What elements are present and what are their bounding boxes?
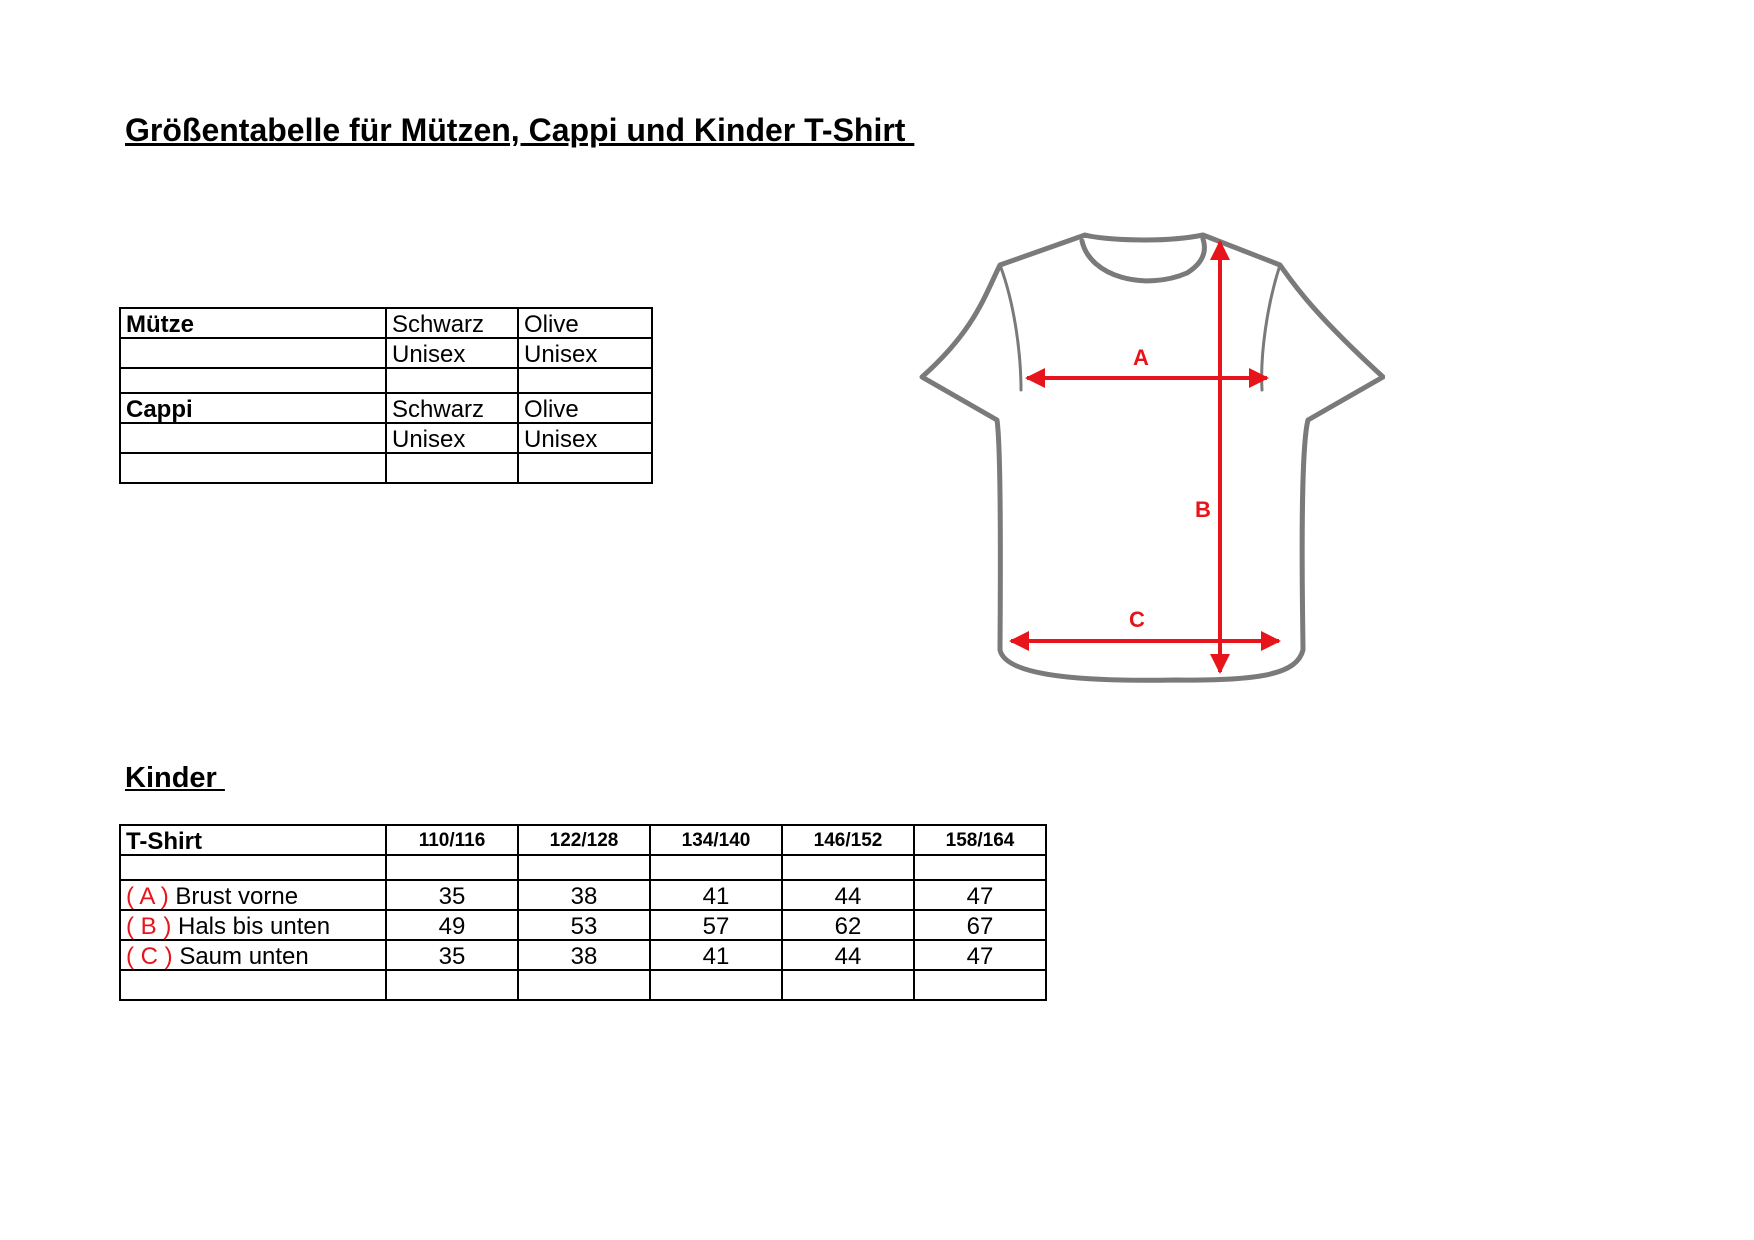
table-row — [120, 423, 652, 453]
table-cell: 49 — [386, 910, 518, 940]
table-row — [120, 338, 652, 368]
column-header: 110/116 — [386, 825, 518, 855]
table-row-empty — [120, 855, 1046, 880]
table-cell: 53 — [518, 910, 650, 940]
row-label-text: Hals bis unten — [171, 913, 331, 940]
table-cell: Unisex — [386, 338, 518, 368]
column-header: 122/128 — [518, 825, 650, 855]
row-key: ( A ) — [126, 883, 169, 910]
column-header: 134/140 — [650, 825, 782, 855]
row-label-mutze: Mütze — [120, 308, 386, 338]
table-cell — [518, 855, 650, 880]
table-cell — [914, 855, 1046, 880]
row-label-text: Brust vorne — [168, 883, 299, 910]
kids-size-table — [119, 824, 1047, 1001]
table-cell: 41 — [650, 940, 782, 970]
table-cell — [120, 970, 386, 1000]
table-cell: 57 — [650, 910, 782, 940]
label-b: B — [1195, 497, 1211, 522]
table-cell: Olive — [518, 308, 652, 338]
table-cell: 38 — [518, 880, 650, 910]
table-cell — [120, 453, 386, 483]
table-cell: 44 — [782, 940, 914, 970]
table-cell: Unisex — [518, 423, 652, 453]
row-label-cappi: Cappi — [120, 393, 386, 423]
table-cell: Olive — [518, 393, 652, 423]
table-row — [120, 393, 652, 423]
table-cell — [120, 338, 386, 368]
label-a: A — [1133, 345, 1149, 370]
table-cell — [518, 970, 650, 1000]
table-cell — [650, 855, 782, 880]
table-cell: Schwarz — [386, 308, 518, 338]
row-label — [120, 940, 386, 970]
table-cell — [782, 855, 914, 880]
table-cell — [386, 368, 518, 393]
table-row-hals — [120, 910, 1046, 940]
table-cell — [650, 970, 782, 1000]
row-label-text: Saum unten — [172, 943, 309, 970]
table-cell — [120, 423, 386, 453]
row-key: ( B ) — [126, 913, 172, 940]
table-cell: 35 — [386, 880, 518, 910]
row-label — [120, 910, 386, 940]
table-cell: Schwarz — [386, 393, 518, 423]
table-cell: 38 — [518, 940, 650, 970]
table-cell: Unisex — [386, 423, 518, 453]
table-row-empty — [120, 970, 1046, 1000]
row-label — [120, 880, 386, 910]
table-cell: 35 — [386, 940, 518, 970]
page-title: Größentabelle für Mützen, Cappi und Kinder T-Shirt — [125, 112, 915, 148]
table-header-row — [120, 825, 1046, 855]
column-header: 146/152 — [782, 825, 914, 855]
table-cell — [386, 855, 518, 880]
table-cell — [518, 368, 652, 393]
section-heading-kinder: Kinder — [125, 762, 225, 794]
table-cell — [386, 453, 518, 483]
table-cell — [120, 368, 386, 393]
tshirt-measurement-diagram — [905, 225, 1385, 685]
table-cell: 41 — [650, 880, 782, 910]
table-cell — [782, 970, 914, 1000]
table-cell: Unisex — [518, 338, 652, 368]
tshirt-outline — [922, 235, 1383, 680]
table-row-empty — [120, 453, 652, 483]
table-cell — [386, 970, 518, 1000]
column-header: 158/164 — [914, 825, 1046, 855]
measurement-arrows — [1011, 242, 1279, 672]
table-row-empty — [120, 368, 652, 393]
table-row — [120, 308, 652, 338]
table-cell: 47 — [914, 940, 1046, 970]
hat-size-table — [119, 307, 653, 484]
table-row-brust — [120, 880, 1046, 910]
table-corner-label: T-Shirt — [120, 825, 386, 855]
table-cell — [120, 855, 386, 880]
table-cell: 44 — [782, 880, 914, 910]
row-key: ( C ) — [126, 943, 173, 970]
table-cell: 47 — [914, 880, 1046, 910]
table-row-saum — [120, 940, 1046, 970]
label-c: C — [1129, 607, 1145, 632]
table-cell — [914, 970, 1046, 1000]
table-cell: 62 — [782, 910, 914, 940]
table-cell — [518, 453, 652, 483]
table-cell: 67 — [914, 910, 1046, 940]
